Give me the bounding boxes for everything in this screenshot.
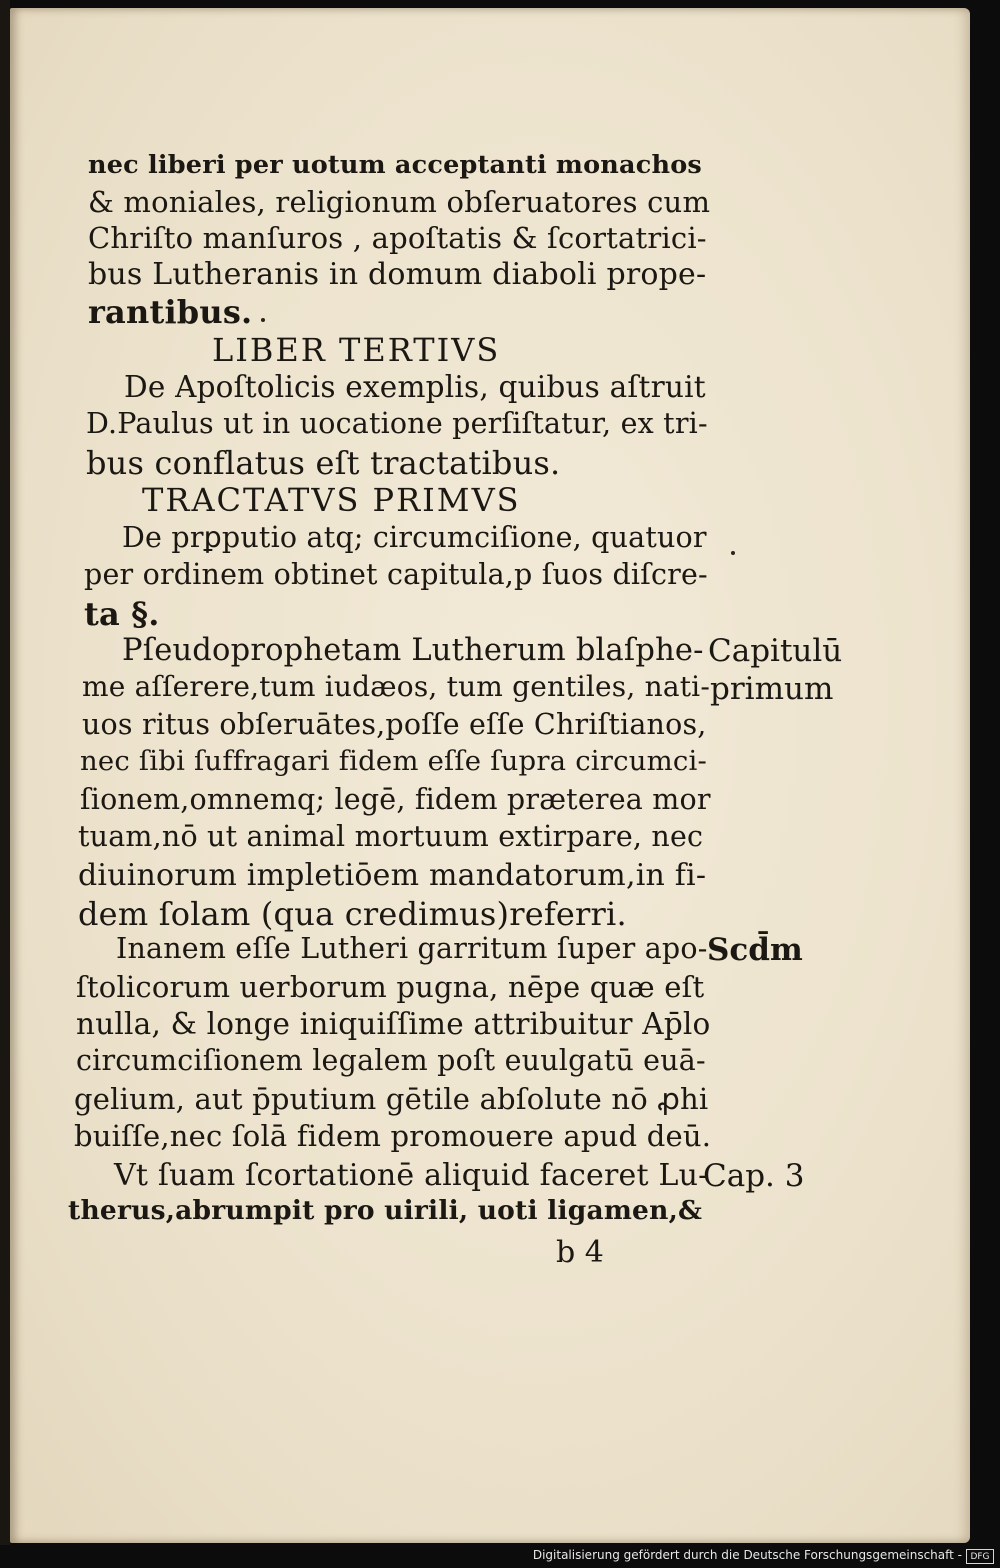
text-line-9: bus conflatus eſt tractatibus. [86, 444, 561, 482]
dfg-logo: DFG [966, 1549, 994, 1564]
margin-note-primum: primum [710, 671, 834, 707]
ink-speck [261, 318, 265, 322]
text-line-16: uos ritus obſeruātes,poſſe eſſe Chriſtianos, [82, 708, 707, 741]
text-line-12: per ordinem obtinet capitula,p ſuos diſcre- [84, 558, 708, 591]
text-line-15: me aſſerere,tum iudæos, tum gentiles, nati- [82, 670, 710, 703]
text-line-23: ſtolicorum uerborum pugna, nēpe quæ eſt [76, 970, 705, 1004]
text-line-5: rantibus. [88, 293, 253, 331]
text-line-3: Chriſto manſuros , apoſtatis & ſcortatrici- [88, 221, 707, 255]
text-line-8: D.Paulus ut in uocatione perſiſtatur, ex tri- [86, 407, 708, 440]
text-line-1: nec liberi per uotum acceptanti monachos [88, 150, 702, 180]
margin-note-chapter: Capitulū [708, 633, 843, 669]
text-line-17: nec ſibi ſuffragari fidem eſſe ſupra circumci- [80, 745, 708, 777]
book-edge [0, 0, 10, 1545]
text-line-29: therus,abrumpit pro uirili, uoti ligamen,& [68, 1195, 703, 1226]
text-line-25: circumciſionem legalem poſt euulgatū euā- [76, 1044, 706, 1077]
text-line-2: & moniales, religionum obſeruatores cum [88, 185, 711, 219]
tractatus-heading: TRACTATVS PRIMVS [142, 481, 521, 519]
ink-speck [731, 551, 735, 555]
text-line-26: gelium, aut p̄putium gētile abſolute nō ꝓhi [74, 1082, 709, 1116]
text-line-27: buiſſe,nec ſolā fidem promouere apud deū. [74, 1119, 712, 1153]
signature-mark: b 4 [556, 1235, 604, 1270]
text-line-24: nulla, & longe iniquiſſime attribuitur Ap̄lo [76, 1007, 711, 1041]
text-line-11: De prꝑputio atq; circumciſione, quatuor [122, 521, 707, 554]
book-heading: LIBER TERTIVS [212, 331, 501, 369]
text-line-21: dem ſolam (qua credimus)referri. [78, 895, 627, 933]
text-line-14: Pſeudoprophetam Lutherum blaſphe- [122, 633, 704, 668]
text-line-18: ſionem,omnemq; legē, fidem præterea mor [80, 783, 711, 816]
text-line-20: diuinorum impletiōem mandatorum,in fi- [78, 858, 707, 893]
text-line-13: ta §. [84, 595, 160, 633]
margin-note-secundum: Scd̄m [707, 932, 803, 968]
footer-credit: Digitalisierung gefördert durch die Deutsche Forschungsgemeinschaft - [532, 1548, 962, 1562]
text-line-4: bus Lutheranis in domum diaboli prope- [88, 257, 707, 292]
text-line-19: tuam,nō ut animal mortuum extirpare, nec [78, 820, 704, 853]
margin-note-cap3: Cap. 3 [703, 1158, 805, 1194]
text-line-22: Inanem eſſe Lutheri garritum ſuper apo- [116, 932, 708, 965]
text-line-28: Vt ſuam ſcortationē aliquid faceret Lu- [114, 1158, 709, 1193]
text-line-7: De Apoſtolicis exemplis, quibus aſtruit [124, 370, 706, 404]
